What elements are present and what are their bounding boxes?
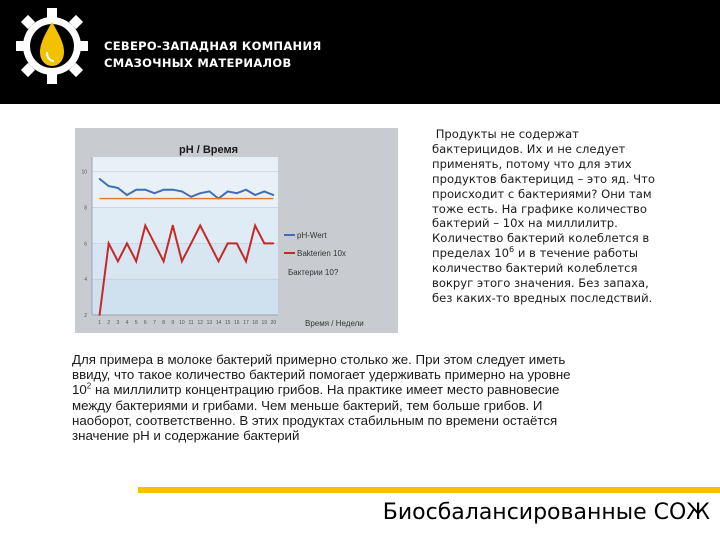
x-tick-label: 3: [116, 320, 120, 326]
x-tick-label: 9: [171, 320, 175, 326]
data-point: [254, 225, 256, 227]
text-line: Для примера в молоке бактерий примерно столько же. При этом следует иметь: [72, 352, 566, 367]
data-point: [208, 191, 210, 193]
data-point: [144, 225, 146, 227]
x-tick-label: 10: [179, 320, 185, 326]
text-span: пределах 10: [432, 246, 510, 261]
text-span: и в течение работы: [514, 246, 638, 261]
y-tick-label: 2: [84, 313, 87, 319]
plot-band: [92, 161, 278, 208]
data-point: [190, 196, 192, 198]
x-tick-label: 1: [98, 320, 101, 326]
data-point: [208, 242, 210, 244]
data-point: [154, 192, 156, 194]
data-point: [245, 260, 247, 262]
chart-container: [75, 128, 398, 333]
y-tick-label: 6: [84, 241, 87, 248]
data-point: [154, 242, 156, 244]
data-point: [199, 225, 201, 227]
data-point: [126, 194, 128, 196]
data-point: [126, 242, 128, 244]
data-point: [99, 314, 101, 316]
oil-drop-gear-icon: [14, 6, 90, 86]
accent-divider: [138, 487, 720, 493]
x-tick-label: 7: [153, 320, 156, 326]
data-point: [99, 178, 101, 180]
x-tick-label: 20: [270, 320, 277, 326]
data-point: [245, 189, 247, 191]
data-point: [254, 194, 256, 196]
data-point: [199, 192, 201, 194]
x-tick-label: 16: [234, 320, 240, 326]
text-line: тоже есть. На графике количество: [432, 201, 647, 216]
text-line: бактерицидов. Их и не следует: [432, 141, 626, 156]
slide-title: Биосбалансированные СОЖ: [382, 500, 710, 525]
text-line: между бактериями и грибами. Чем меньше бактерий, тем больше грибов. И: [72, 397, 543, 413]
text-span: Продукты не содержат: [435, 127, 580, 141]
data-point: [263, 242, 265, 244]
chart-title: pH / Время: [179, 144, 239, 156]
text-line: количество бактерий колеблется: [432, 261, 638, 276]
text-line: Количество бактерий колеблется в: [432, 231, 650, 246]
data-point: [227, 242, 229, 244]
data-point: [218, 260, 220, 262]
x-tick-label: 18: [252, 320, 258, 326]
x-tick-label: 14: [215, 320, 222, 326]
data-point: [117, 187, 119, 189]
text-line: применять, потому что для этих: [432, 156, 632, 171]
plot-band: [92, 279, 278, 315]
x-axis-label: Время / Недели: [305, 319, 364, 328]
data-point: [181, 191, 183, 193]
data-point: [144, 189, 146, 191]
data-point: [227, 191, 229, 193]
text-line: [432, 127, 692, 142]
data-point: [273, 242, 275, 244]
x-tick-label: 17: [243, 320, 249, 326]
description-paragraph: [432, 127, 692, 306]
x-tick-label: 19: [261, 320, 268, 326]
superscript: 6: [509, 245, 515, 255]
x-tick-label: 8: [162, 320, 166, 326]
text-line: [432, 246, 692, 261]
y-tick-label: 10: [81, 169, 87, 176]
legend-label: Bakterien 10x: [297, 249, 346, 258]
plot-band: [92, 208, 278, 244]
x-tick-label: 12: [197, 320, 204, 326]
data-point: [108, 185, 110, 187]
x-tick-label: 15: [224, 320, 231, 326]
x-tick-label: 6: [143, 320, 147, 326]
text-line: вокруг этого значения. Без запаха,: [432, 276, 649, 291]
data-point: [172, 225, 174, 227]
y-tick-label: 4: [84, 277, 87, 284]
data-point: [236, 192, 238, 194]
data-point: [236, 242, 238, 244]
x-tick-label: 5: [134, 320, 138, 326]
data-point: [190, 242, 192, 244]
y-tick-label: 8: [84, 205, 87, 212]
data-point: [135, 260, 137, 262]
ph-time-chart: [75, 128, 398, 333]
data-point: [117, 260, 119, 262]
superscript: 2: [86, 381, 92, 391]
text-line: значение pH и содержание бактерий: [72, 428, 300, 444]
legend-label: pH-Wert: [297, 231, 327, 240]
company-name-line2: СМАЗОЧНЫХ МАТЕРИАЛОВ: [104, 56, 292, 70]
data-point: [163, 189, 165, 191]
data-point: [108, 242, 110, 244]
text-line: бактерий – 10х на миллилитр.: [432, 216, 618, 231]
text-line: происходит с бактериями? Они там: [432, 186, 652, 201]
company-name: [104, 38, 322, 72]
x-tick-label: 2: [107, 320, 111, 326]
text-span: 10: [72, 382, 87, 398]
data-point: [181, 260, 183, 262]
text-line: ввиду, что такое количество бактерий помогает удерживать примерно на уровне: [72, 367, 571, 383]
text-line: [72, 382, 692, 397]
data-point: [263, 191, 265, 193]
text-line: без каких-то вредных последствий.: [432, 290, 653, 305]
data-point: [135, 189, 137, 191]
text-line: продуктов бактерицид – это яд. Что: [432, 171, 655, 186]
bottom-paragraph: [72, 352, 692, 443]
data-point: [163, 260, 165, 262]
text-span: на миллилитр концентрацию грибов. На практике имеет место равновесие: [91, 382, 560, 398]
x-tick-label: 13: [206, 320, 213, 326]
text-line: наоборот, соответственно. В этих продуктах стабильным по времени остаётся: [72, 412, 558, 428]
x-tick-label: 4: [125, 320, 129, 326]
legend-label: Бактерии 10?: [288, 268, 339, 277]
company-name-line1: СЕВЕРО-ЗАПАДНАЯ КОМПАНИЯ: [104, 39, 322, 53]
data-point: [172, 189, 174, 191]
data-point: [273, 194, 275, 196]
header-bar: [0, 0, 720, 104]
x-tick-label: 11: [188, 320, 194, 326]
